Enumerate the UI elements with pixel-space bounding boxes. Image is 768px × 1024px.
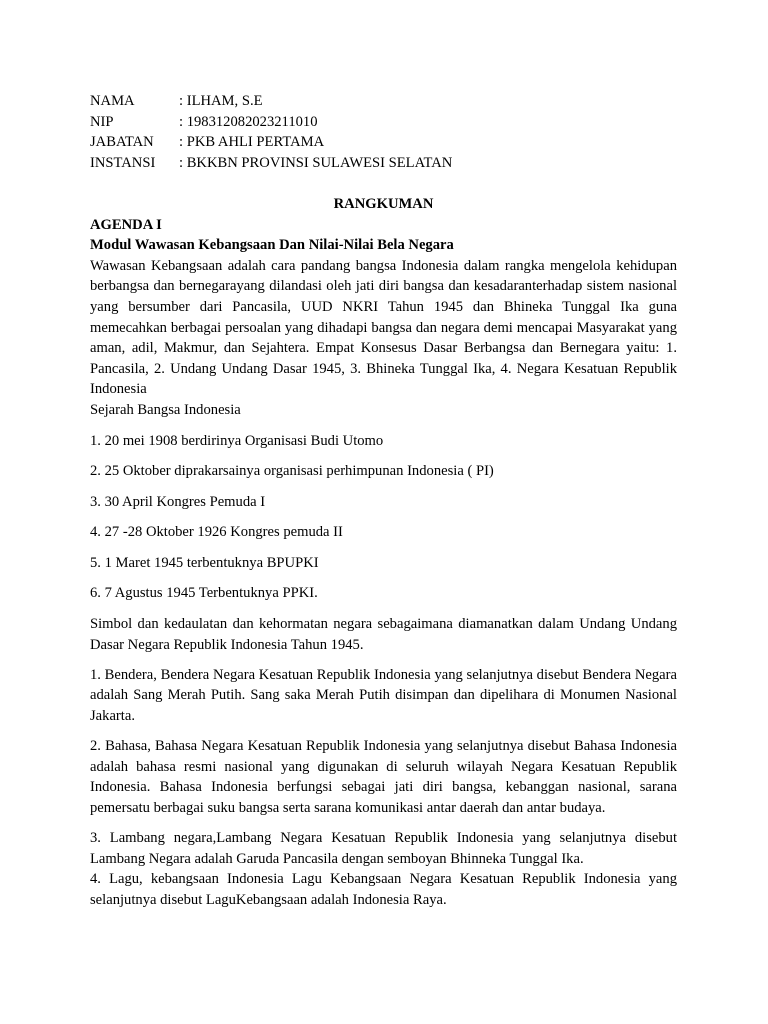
history-item: 2. 25 Oktober diprakarsainya organisasi perhimpunan Indonesia ( PI) xyxy=(90,463,494,480)
history-item: 5. 1 Maret 1945 terbentuknya BPUPKI xyxy=(90,554,319,571)
symbols-intro-paragraph: Simbol dan kedaulatan dan kehormatan negara sebagaimana diamanatkan dalam Undang Undang Dasar Negara Republik Indonesia Tahun 1945. xyxy=(90,616,677,653)
identity-row-nip xyxy=(90,112,677,133)
intro-paragraph: Wawasan Kebangsaan adalah cara pandang bangsa Indonesia dalam rangka mengelola kehidupan berbangsa dan bernegarayang dilandasi oleh jati diri bangsa dan kesadaranterhadap sistem nasional yang bersumber dari Pancasila, UUD NKRI Tahun 1945 dan Bhineka Tunggal Ika guna memecahkan berbagai persoalan yang dihadapi bangsa dan negara demi mencapai Masyarakat yang aman, adil, Makmur, dan Sejahtera. Empat Konsesus Dasar Berbangsa dan Bernegara yaitu: 1. Pancasila, 2. Undang Undang Dasar 1945, 3. Bhineka Tunggal Ika, 4. Negara Kesatuan Republik Indonesia xyxy=(90,257,677,398)
identity-row-nama xyxy=(90,91,677,112)
identity-key: JABATAN xyxy=(90,134,154,151)
identity-value: : 198312082023211010 xyxy=(179,113,318,130)
document-title: RANGKUMAN xyxy=(333,195,434,212)
identity-key: NAMA xyxy=(90,93,135,109)
history-item: 4. 27 -28 Oktober 1926 Kongres pemuda II xyxy=(90,524,343,541)
history-item: 6. 7 Agustus 1945 Terbentuknya PPKI. xyxy=(90,585,318,602)
identity-block xyxy=(90,91,677,173)
agenda-heading: AGENDA I xyxy=(90,216,162,233)
history-heading: Sejarah Bangsa Indonesia xyxy=(90,401,241,418)
history-item: 3. 30 April Kongres Pemuda I xyxy=(90,493,266,510)
identity-value: : PKB AHLI PERTAMA xyxy=(179,134,325,151)
symbol-item-anthem: 4. Lagu, kebangsaan Indonesia Lagu Kebangsaan Negara Kesatuan Republik Indonesia yang selanjutnya disebut LaguKebangsaan adalah Indonesia Raya. xyxy=(90,871,677,908)
identity-row-jabatan xyxy=(90,132,677,153)
identity-row-instansi xyxy=(90,153,677,174)
history-item: 1. 20 mei 1908 berdirinya Organisasi Budi Utomo xyxy=(90,432,384,449)
module-title: Modul Wawasan Kebangsaan Dan Nilai-Nilai Bela Negara xyxy=(90,237,454,254)
identity-key: INSTANSI xyxy=(90,154,156,171)
symbol-item-flag: 1. Bendera, Bendera Negara Kesatuan Republik Indonesia yang selanjutnya disebut Bendera Negara adalah Sang Merah Putih. Sang saka Merah Putih disimpan dan dipelihara di Monumen Nasional Jakarta. xyxy=(90,666,677,724)
identity-value: : BKKBN PROVINSI SULAWESI SELATAN xyxy=(179,154,453,171)
document-page xyxy=(90,91,677,910)
symbol-item-emblem: 3. Lambang negara,Lambang Negara Kesatuan Republik Indonesia yang selanjutnya disebut Lambang Negara adalah Garuda Pancasila dengan semboyan Bhinneka Tunggal Ika. xyxy=(90,829,677,867)
identity-value: : ILHAM, S.E xyxy=(179,93,263,109)
symbol-item-language: 2. Bahasa, Bahasa Negara Kesatuan Republik Indonesia yang selanjutnya disebut Bahasa Indonesia adalah bahasa resmi nasional yang digunakan di seluruh wilayah Negara Kesatuan Republik Indonesia. Bahasa Indonesia berfungsi sebagai jati diri bangsa, kebanggan nasional, sarana pemersatu berbagai suku bangsa serta sarana komunikasi antar daerah dan antar budaya. xyxy=(90,738,677,816)
identity-key: NIP xyxy=(90,113,114,130)
